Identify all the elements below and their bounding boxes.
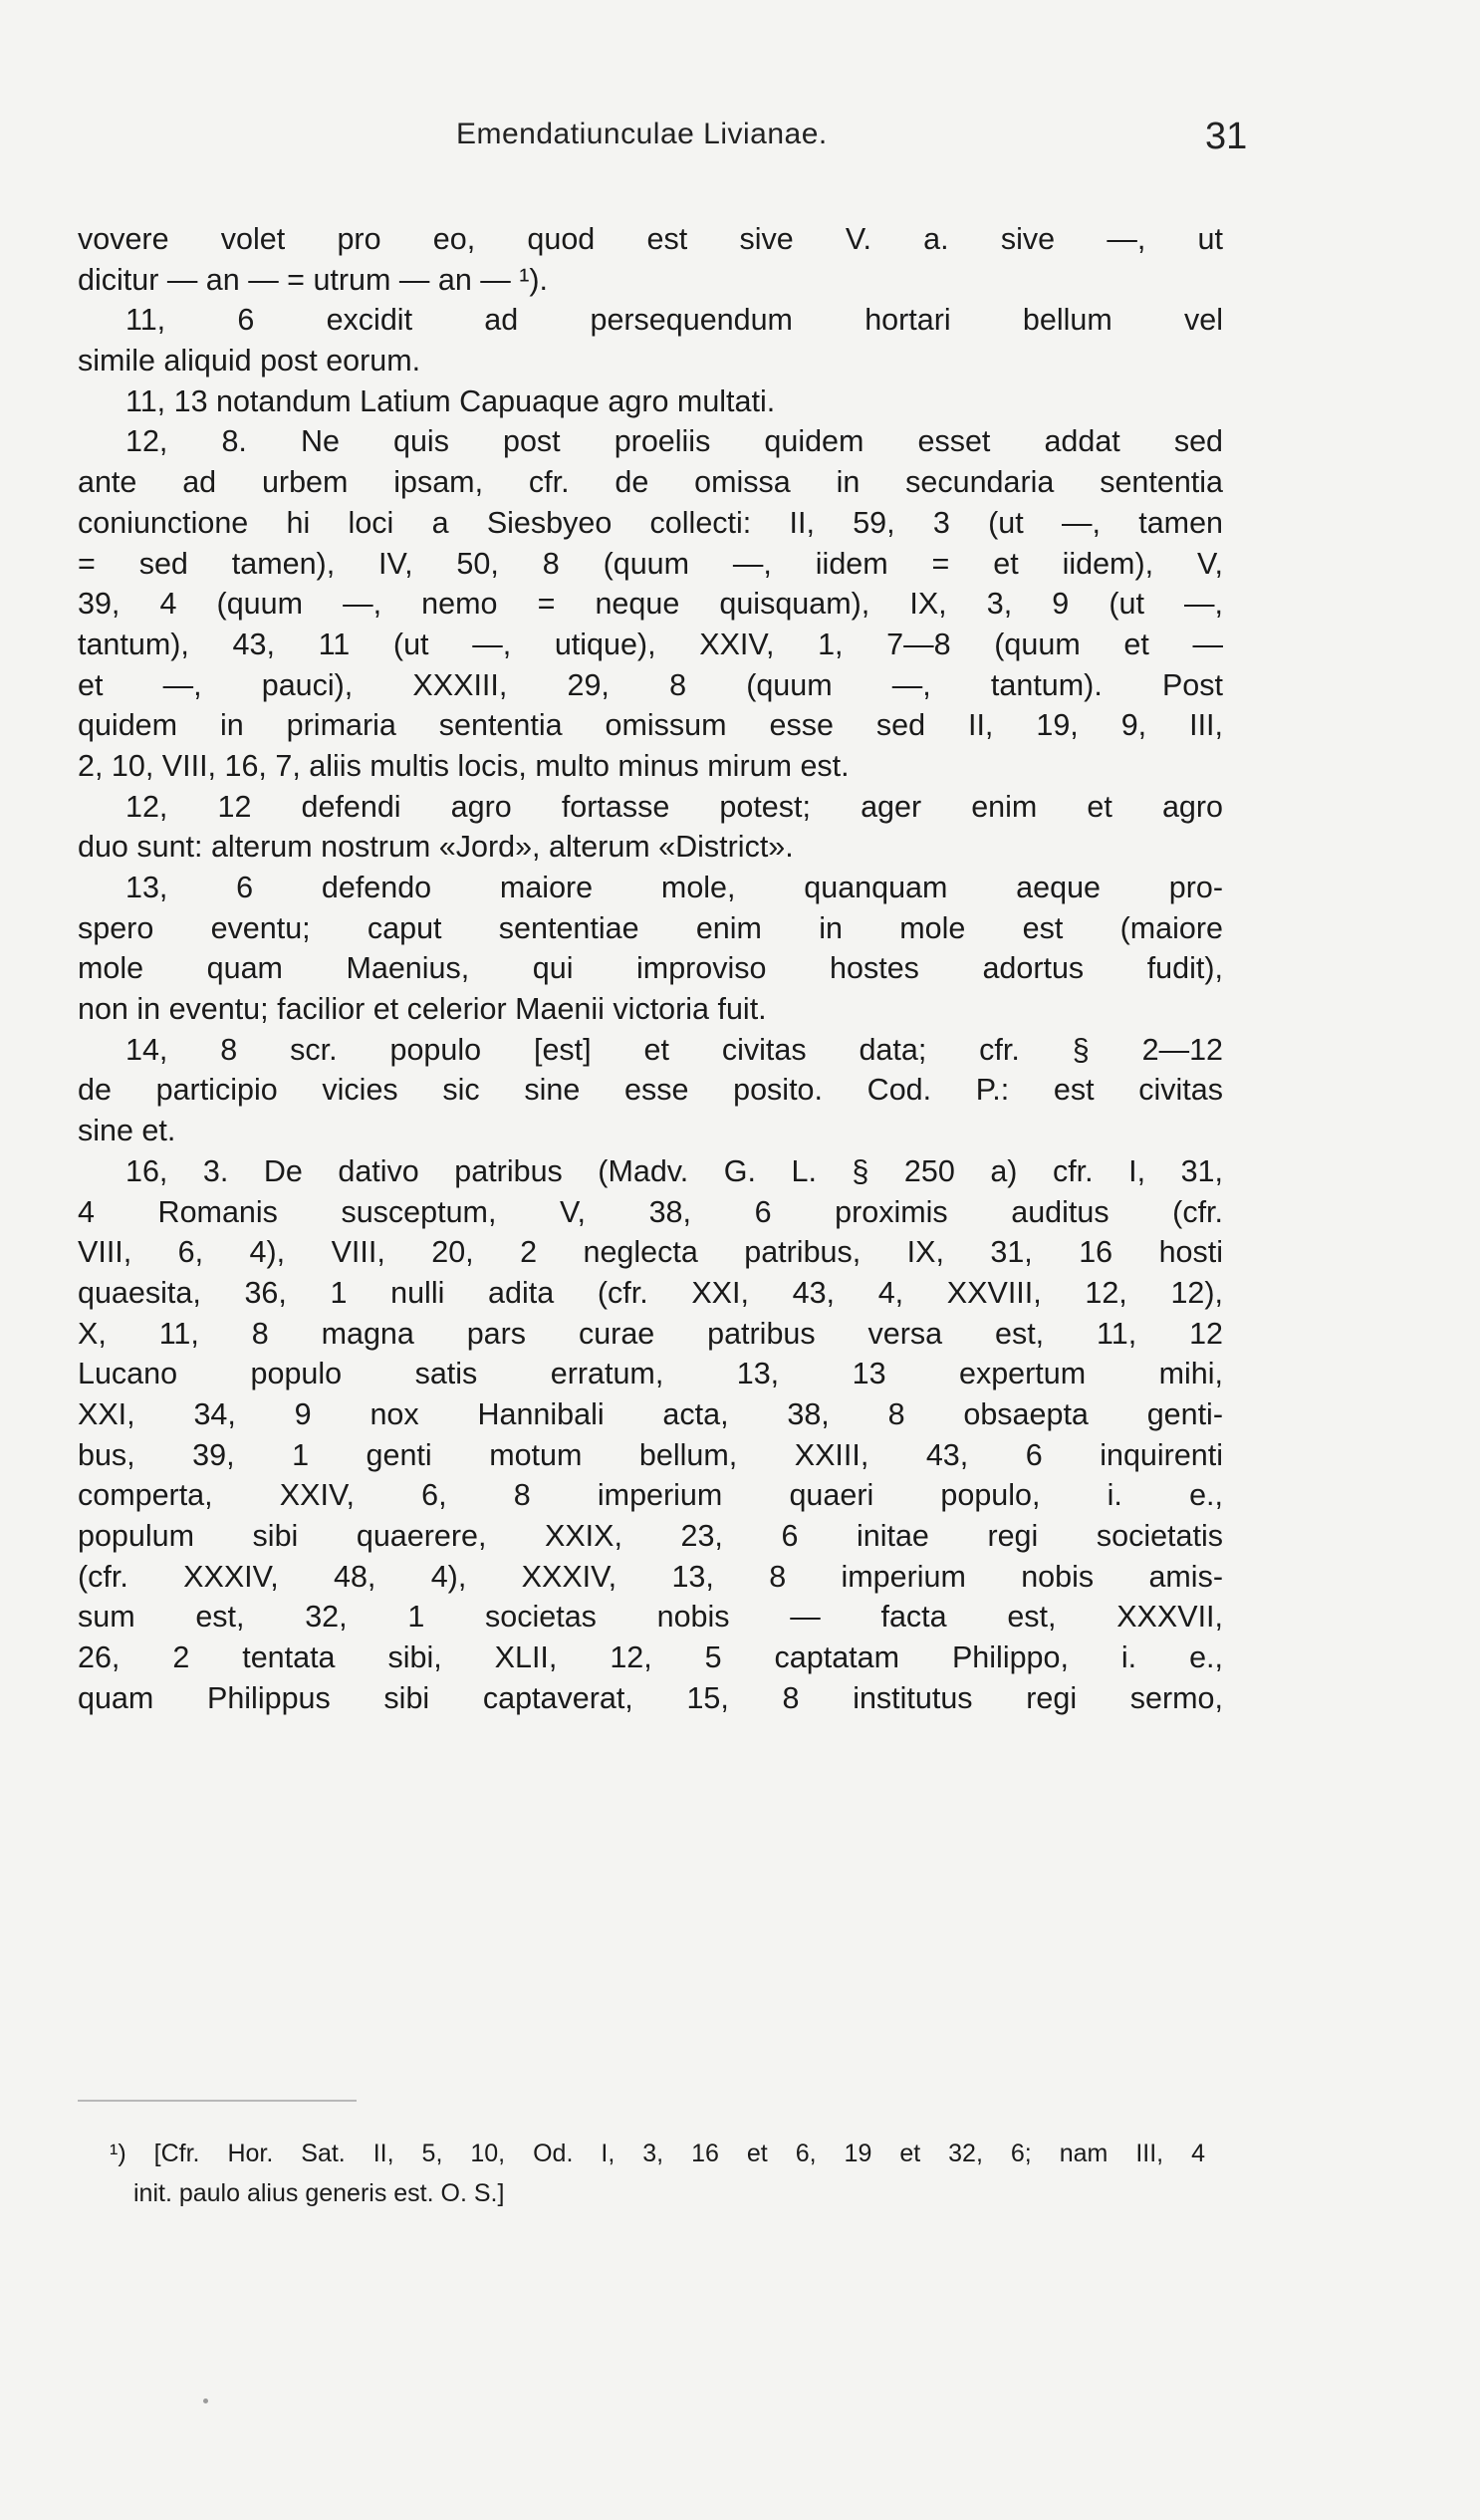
page-number: 31 [1205, 116, 1248, 157]
text-line: 11, 13 notandum Latium Capuaque agro multati. [125, 383, 776, 418]
text-line: tantum), 43, 11 (ut —, utique), XXIV, 1, 7—8 (quum et — [78, 627, 1223, 661]
text-line: 16, 3. De dativo patribus (Madv. G. L. § 250 a) cfr. I, 31, [125, 1153, 1223, 1188]
text-line: quidem in primaria sententia omissum esse sed II, 19, 9, III, [78, 708, 1223, 743]
text-line: sum est, 32, 1 societas nobis — facta est, XXXVII, [78, 1600, 1223, 1635]
footnotes [110, 2134, 1205, 2213]
text-line: 11, 6 excidit ad persequendum hortari bellum vel [125, 303, 1223, 338]
text-line: non in eventu; facilior et celerior Maenii victoria fuit. [78, 992, 767, 1027]
footnote-line: init. paulo alius generis est. O. S.] [133, 2179, 505, 2207]
text-line: = sed tamen), IV, 50, 8 (quum —, iidem = et iidem), V, [78, 546, 1223, 581]
running-title: Emendatiunculae Livianae. [456, 118, 828, 150]
text-line: X, 11, 8 magna pars curae patribus versa est, 11, 12 [78, 1316, 1223, 1351]
text-line: vovere volet pro eo, quod est sive V. a. sive —, ut [78, 222, 1223, 256]
text-line: comperta, XXIV, 6, 8 imperium quaeri populo, i. e., [78, 1478, 1223, 1513]
text-line: 4 Romanis susceptum, V, 38, 6 proximis auditus (cfr. [78, 1194, 1223, 1229]
text-line: coniunctione hi loci a Siesbyeo collecti: II, 59, 3 (ut —, tamen [78, 505, 1223, 540]
text-line: populum sibi quaerere, XXIX, 23, 6 initae regi societatis [78, 1519, 1223, 1553]
text-line: 13, 6 defendo maiore mole, quanquam aeque pro- [125, 871, 1223, 904]
text-line: 2, 10, VIII, 16, 7, aliis multis locis, multo minus mirum est. [78, 748, 850, 783]
text-line: sine et. [78, 1114, 176, 1148]
text-line: VIII, 6, 4), VIII, 20, 2 neglecta patribus, IX, 31, 16 hosti [78, 1235, 1223, 1270]
text-line: spero eventu; caput sententiae enim in mole est (maiore [78, 910, 1223, 945]
page-header [0, 118, 1480, 157]
footnote-rule [78, 2100, 357, 2102]
text-line: dicitur — an — = utrum — an — ¹). [78, 262, 549, 297]
text-line: Lucano populo satis erratum, 13, 13 expertum mihi, [78, 1357, 1223, 1391]
paper-speck [203, 2398, 208, 2403]
text-line: quam Philippus sibi captaverat, 15, 8 institutus regi sermo, [78, 1680, 1223, 1715]
text-line: mole quam Maenius, qui improviso hostes adortus fudit), [78, 951, 1223, 986]
footnote-line: ¹) [Cfr. Hor. Sat. II, 5, 10, Od. I, 3, 16 et 6, 19 et 32, 6; nam III, 4 [110, 2140, 1205, 2167]
text-line: 26, 2 tentata sibi, XLII, 12, 5 captatam Philippo, i. e., [78, 1640, 1223, 1675]
body-text [78, 219, 1223, 1718]
text-line: bus, 39, 1 genti motum bellum, XXIII, 43, 6 inquirenti [78, 1437, 1223, 1472]
text-line: 39, 4 (quum —, nemo = neque quisquam), IX, 3, 9 (ut —, [78, 587, 1223, 622]
text-line: 14, 8 scr. populo [est] et civitas data; cfr. § 2—12 [125, 1032, 1223, 1067]
text-line: simile aliquid post eorum. [78, 344, 421, 378]
text-line: de participio vicies sic sine esse posito. Cod. P.: est civitas [78, 1073, 1223, 1108]
text-line: 12, 12 defendi agro fortasse potest; ager enim et agro [125, 789, 1223, 824]
text-line: (cfr. XXXIV, 48, 4), XXXIV, 13, 8 imperium nobis amis- [78, 1559, 1223, 1594]
text-line: ante ad urbem ipsam, cfr. de omissa in secundaria sententia [78, 465, 1223, 500]
text-line: quaesita, 36, 1 nulli adita (cfr. XXI, 43, 4, XXVIII, 12, 12), [78, 1275, 1223, 1310]
text-line: 12, 8. Ne quis post proeliis quidem esset addat sed [125, 424, 1223, 459]
text-line: XXI, 34, 9 nox Hannibali acta, 38, 8 obsaepta genti- [78, 1396, 1223, 1431]
text-line: et —, pauci), XXXIII, 29, 8 (quum —, tantum). Post [78, 667, 1223, 702]
text-line: duo sunt: alterum nostrum «Jord», alterum «District». [78, 830, 794, 865]
